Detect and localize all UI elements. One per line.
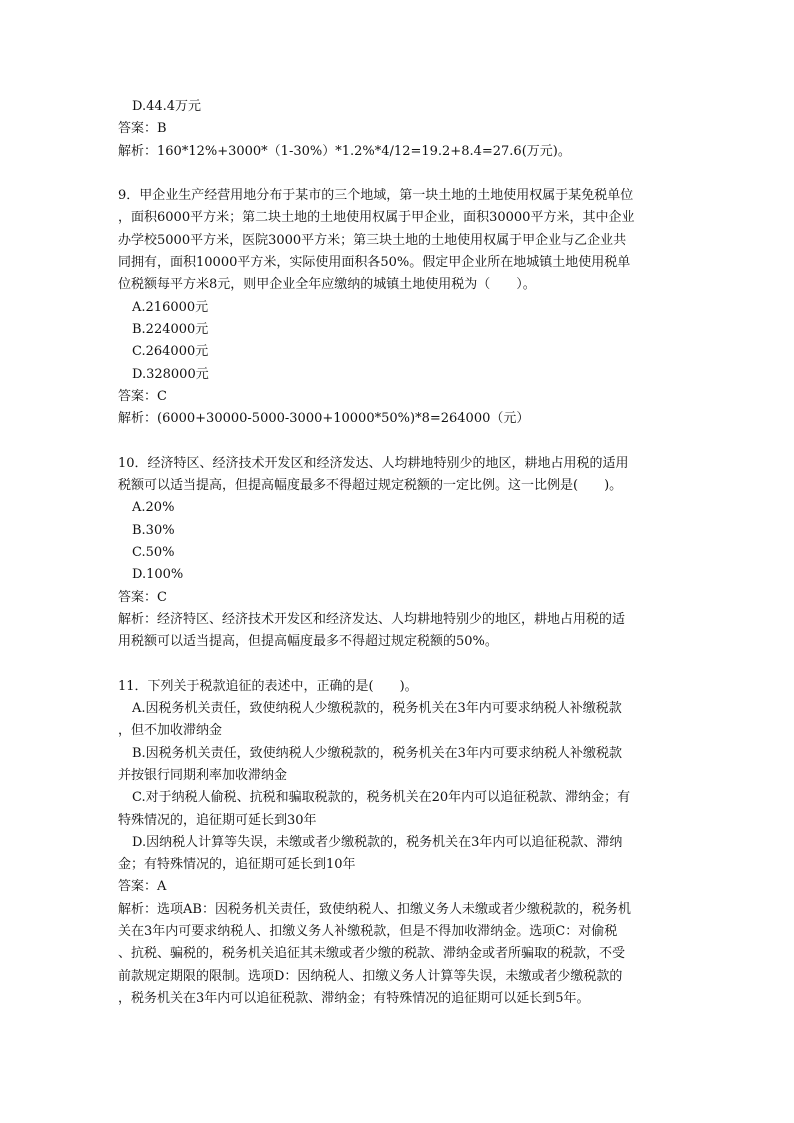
option-c: C.264000元 <box>132 344 209 360</box>
question-11 <box>118 676 678 1010</box>
option-b: B.30% <box>132 522 175 538</box>
option-a: A.因税务机关责任，致使纳税人少缴税款的，税务机关在3年内可要求纳税人补缴税款 <box>132 701 622 717</box>
question-stem-line: ，面积6000平方米；第二块土地的土地使用权属于甲企业，面积30000平方米，其中企业 <box>118 210 635 226</box>
analysis-line: 关在3年内可要求纳税人、扣缴义务人补缴税款，但是不得加收滞纳金。选项C：对偷税 <box>118 923 618 939</box>
analysis-line: 前款规定期限的限制。选项D：因纳税人、扣缴义务人计算等失误，未缴或者少缴税款的 <box>118 968 623 984</box>
answer: 答案：A <box>118 879 167 895</box>
option-a: A.216000元 <box>132 299 209 315</box>
document-page <box>118 96 678 1010</box>
question-stem-line: 10．经济特区、经济技术开发区和经济发达、人均耕地特别少的地区，耕地占用税的适用 <box>118 455 629 471</box>
answer: 答案：C <box>118 589 167 605</box>
question-stem-line: 税额可以适当提高，但提高幅度最多不得超过规定税额的一定比例。这一比例是( )。 <box>118 478 623 494</box>
analysis-line: 解析：经济特区、经济技术开发区和经济发达、人均耕地特别少的地区，耕地占用税的适 <box>118 611 626 627</box>
question-10 <box>118 453 678 654</box>
option-c: C.对于纳税人偷税、抗税和骗取税款的，税务机关在20年内可以追征税款、滞纳金；有 <box>132 790 631 806</box>
option-d: D.44.4万元 <box>132 99 202 114</box>
option-d: D.328000元 <box>132 366 209 382</box>
question-9 <box>118 185 678 430</box>
answer: 答案：C <box>118 388 167 404</box>
question-stem-line: 位税额每平方米8元，则甲企业全年应缴纳的城镇土地使用税为（ ）。 <box>118 277 536 293</box>
option-c-continued: 特殊情况的，追征期可延长到30年 <box>118 812 317 828</box>
analysis-line: 、抗税、骗税的，税务机关追征其未缴或者少缴的税款、滞纳金或者所骗取的税款，不受 <box>118 946 626 962</box>
spacer <box>118 430 678 452</box>
analysis: 解析：160*12%+3000*（1-30%）*1.2%*4/12=19.2+8.4=27.6(万元)。 <box>118 143 571 159</box>
question-stem-line: 办学校5000平方米，医院3000平方米；第三块土地的土地使用权属于甲企业与乙企业共 <box>118 232 627 248</box>
question-stem: 11．下列关于税款追征的表述中，正确的是( )。 <box>118 678 418 694</box>
analysis-line: 用税额可以适当提高，但提高幅度最多不得超过规定税额的50%。 <box>118 634 498 650</box>
question-stem-line: 同拥有，面积10000平方米，实际使用面积各50%。假定甲企业所在地城镇土地使用税单 <box>118 255 631 271</box>
question-stem-line: 9．甲企业生产经营用地分布于某市的三个地域，第一块土地的土地使用权属于某免税单位 <box>118 188 634 204</box>
option-d-continued: 金；有特殊情况的，追征期可延长到10年 <box>118 857 356 873</box>
answer: 答案：B <box>118 121 167 137</box>
analysis-line: ，税务机关在3年内可以追征税款、滞纳金；有特殊情况的追征期可以延长到5年。 <box>118 990 590 1006</box>
option-a: A.20% <box>132 500 175 516</box>
option-d: D.因纳税人计算等失误，未缴或者少缴税款的，税务机关在3年内可以追征税款、滞纳 <box>132 834 623 850</box>
option-b: B.因税务机关责任，致使纳税人少缴税款的，税务机关在3年内可要求纳税人补缴税款 <box>132 745 622 761</box>
spacer <box>118 163 678 185</box>
spacer <box>118 653 678 675</box>
option-a-continued: ，但不加收滞纳金 <box>118 723 223 739</box>
option-d: D.100% <box>132 567 184 583</box>
prev-question-tail <box>118 96 678 163</box>
option-b: B.224000元 <box>132 321 209 337</box>
analysis: 解析：(6000+30000-5000-3000+10000*50%)*8=264000（元） <box>118 411 530 427</box>
option-c: C.50% <box>132 544 175 560</box>
analysis-line: 解析：选项AB：因税务机关责任，致使纳税人、扣缴义务人未缴或者少缴税款的，税务机 <box>118 901 631 917</box>
option-b-continued: 并按银行同期利率加收滞纳金 <box>118 767 288 783</box>
